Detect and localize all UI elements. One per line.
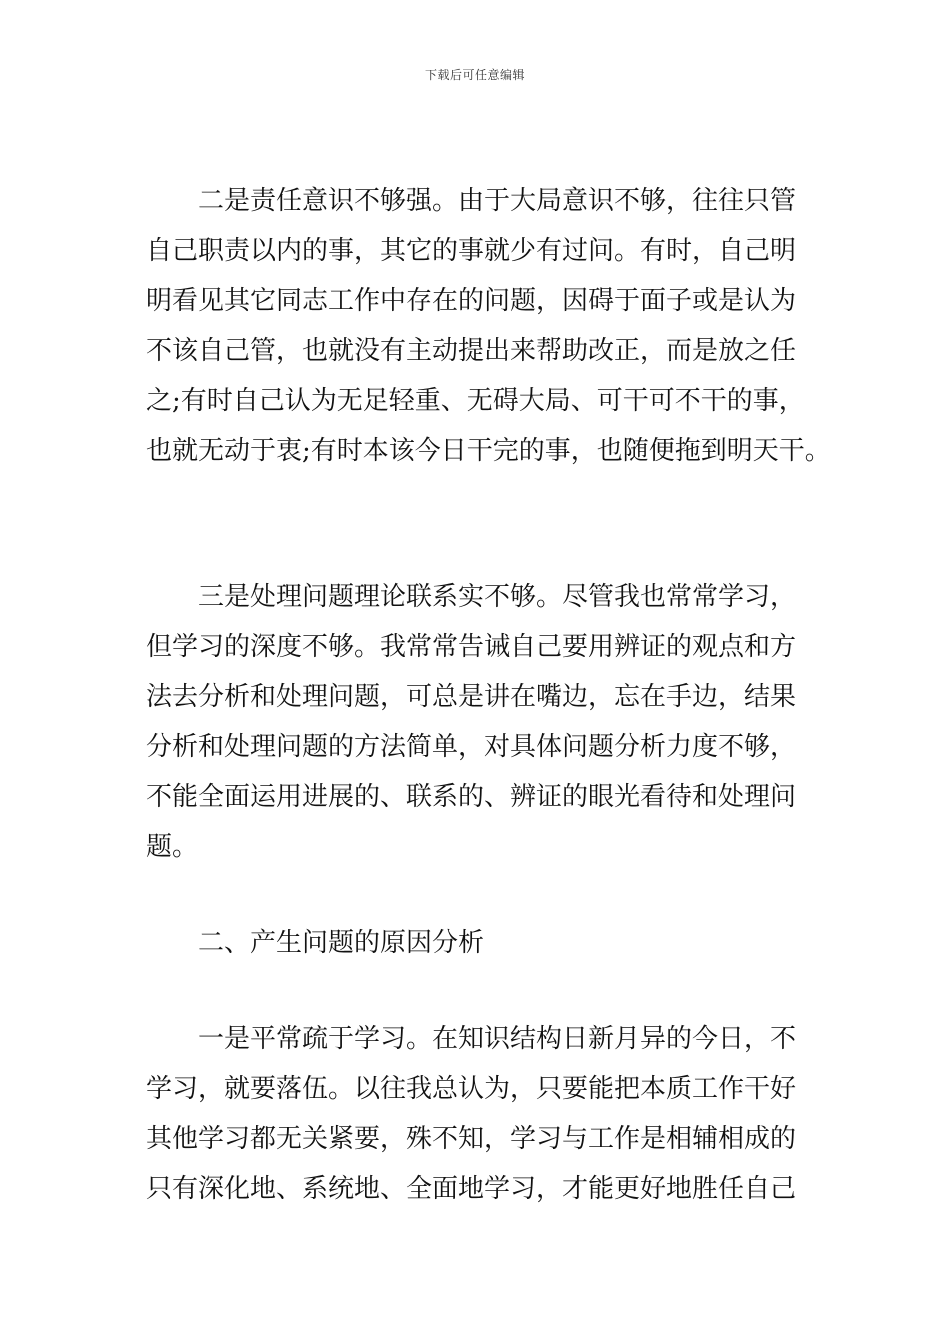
page-header: 下载后可任意编辑 bbox=[424, 68, 525, 82]
heading-line: 二、产生问题的原因分析 bbox=[198, 928, 485, 958]
text-line: 不该自己管，也就没有主动提出来帮助改正，而是放之任 bbox=[146, 336, 797, 366]
document-body bbox=[146, 176, 831, 1214]
text-line: 法去分析和处理问题，可总是讲在嘴边，忘在手边，结果 bbox=[146, 682, 797, 712]
text-line: 也就无动于衷;有时本该今日干完的事，也随便拖到明天干。 bbox=[146, 436, 831, 466]
text-line: 分析和处理问题的方法简单，对具体问题分析力度不够， bbox=[146, 732, 797, 762]
text-line: 之;有时自己认为无足轻重、无碍大局、可干可不干的事， bbox=[146, 386, 805, 416]
text-line: 但学习的深度不够。我常常告诫自己要用辨证的观点和方 bbox=[146, 632, 797, 662]
text-line: 明看见其它同志工作中存在的问题，因碍于面子或是认为 bbox=[146, 286, 797, 316]
text-line: 不能全面运用进展的、联系的、辨证的眼光看待和处理问 bbox=[146, 782, 797, 812]
text-line: 二是责任意识不够强。由于大局意识不够，往往只管 bbox=[198, 186, 797, 216]
section-heading bbox=[146, 918, 806, 968]
paragraph-responsibility bbox=[146, 176, 831, 476]
paragraph-spacer bbox=[146, 476, 806, 572]
paragraph-study bbox=[146, 1014, 806, 1214]
text-line: 只有深化地、系统地、全面地学习，才能更好地胜任自己 bbox=[146, 1174, 797, 1204]
text-line: 一是平常疏于学习。在知识结构日新月异的今日，不 bbox=[198, 1024, 797, 1054]
paragraph-theory-practice bbox=[146, 572, 806, 872]
text-line: 学习，就要落伍。以往我总认为，只要能把本质工作干好 bbox=[146, 1074, 797, 1104]
text-line: 其他学习都无关紧要，殊不知，学习与工作是相辅相成的 bbox=[146, 1124, 797, 1154]
text-line: 题。 bbox=[146, 832, 199, 862]
text-line: 三是处理问题理论联系实不够。尽管我也常常学习， bbox=[198, 582, 797, 612]
text-line: 自己职责以内的事，其它的事就少有过问。有时，自己明 bbox=[146, 236, 797, 266]
paragraph-spacer bbox=[146, 872, 806, 918]
paragraph-spacer bbox=[146, 968, 806, 1014]
